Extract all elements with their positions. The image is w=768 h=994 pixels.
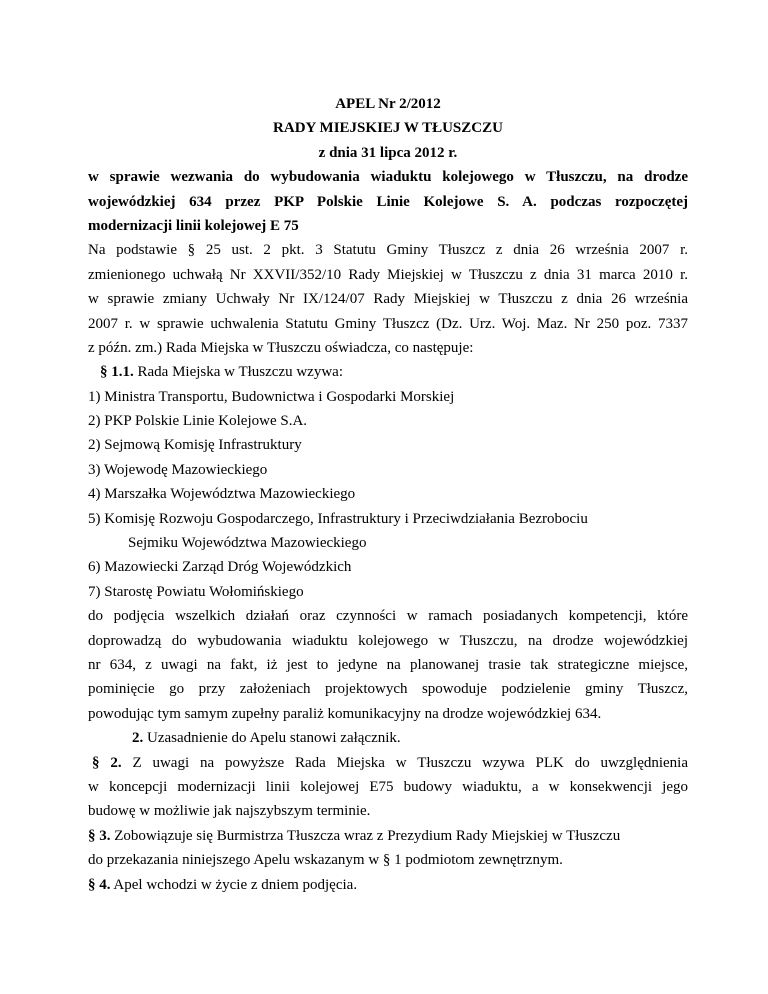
list-item: 4) Marszałka Województwa Mazowieckiego [88,486,356,503]
section-1-label: § 1.1. [100,364,134,381]
section-4-text: Apel wchodzi w życie z dniem podjęcia. [110,876,358,893]
point-2-text: Uzasadnienie do Apelu stanowi załącznik. [143,730,401,747]
body-line-4: pominięcie go przy założeniach projektowych spowoduje podzielenie gminy Tłuszcz, [88,681,688,698]
section-4-label: § 4. [88,876,111,893]
section-2-line-1 [88,751,688,775]
section-3-line-1 [88,824,688,848]
list-item: 5) Komisję Rozwoju Gospodarczego, Infrastruktury i Przeciwdziałania Bezrobociu [88,510,588,527]
list-item: 2) Sejmową Komisję Infrastruktury [88,437,302,454]
list-item: 2) PKP Polskie Linie Kolejowe S.A. [88,413,308,430]
preamble-line-4: 2007 r. w sprawie uchwalenia Statutu Gminy Tłuszcz (Dz. Urz. Woj. Maz. Nr 250 poz. 7337 [88,315,688,332]
section-1-text: Rada Miejska w Tłuszczu wzywa: [133,364,343,381]
body-line-5: powodując tym samym zupełny paraliż komunikacyjny na drodze wojewódzkiej 634. [88,705,602,722]
section-3-label: § 3. [88,827,111,844]
list-item: 6) Mazowiecki Zarząd Dróg Wojewódzkich [88,559,352,576]
section-3-text: Zobowiązuje się Burmistrza Tłuszcza wraz z Prezydium Rady Miejskiej w Tłuszczu [110,827,621,844]
body-line-1: do podjęcia wszelkich działań oraz czynności w ramach posiadanych kompetencji, które [88,608,688,625]
preamble-line-3: w sprawie zmiany Uchwały Nr IX/124/07 Rady Miejskiej w Tłuszczu z dnia 26 września [88,291,688,308]
preamble-line-5: z późn. zm.) Rada Miejska w Tłuszczu oświadcza, co następuje: [88,339,474,356]
section-2-label: § 2. [92,754,122,771]
apel-date: z dnia 31 lipca 2012 r. [318,144,458,161]
apel-number: APEL Nr 2/2012 [335,96,441,112]
preamble-line-1: Na podstawie § 25 ust. 2 pkt. 3 Statutu Gminy Tłuszcz z dnia 26 września 2007 r. [88,242,688,259]
preamble-line-2: zmienionego uchwałą Nr XXVII/352/10 Rady Miejskiej w Tłuszczu z dnia 31 marca 2010 r. [88,266,688,283]
point-2-label: 2. [132,730,144,747]
body-line-3: nr 634, z uwagi na fakt, iż jest to jedyne na planowanej trasie tak strategiczne miejsce, [88,656,688,673]
section-3-line-2: do przekazania niniejszego Apelu wskazanym w § 1 podmiotom zewnętrznym. [88,852,563,869]
section-2-line-3: budowę w możliwie jak najszybszym terminie. [88,803,371,820]
list-item: 7) Starostę Powiatu Wołomińskiego [88,583,304,600]
section-2-line-2: w koncepcji modernizacji linii kolejowej E75 budowy wiaduktu, a w konsekwencji jego [88,778,688,795]
list-item: 3) Wojewodę Mazowieckiego [88,461,268,478]
subject-line-3: modernizacji linii kolejowej E 75 [88,217,299,234]
point-2 [88,726,688,750]
subject-line-2: wojewódzkiej 634 przez PKP Polskie Linie Kolejowe S. A. podczas rozpoczętej [88,193,688,210]
section-2-text: Z uwagi na powyższe Rada Miejska w Tłuszczu wzywa PLK do uwzględnienia [121,754,689,771]
council-name: RADY MIEJSKIEJ W TŁUSZCZU [273,120,503,137]
body-line-2: doprowadzą do wybudowania wiaduktu kolejowego w Tłuszczu, na drodze wojewódzkiej [88,632,688,649]
subject-line-1: w sprawie wezwania do wybudowania wiaduktu kolejowego w Tłuszczu, na drodze [88,169,688,186]
list-item-continuation: Sejmiku Województwa Mazowieckiego [128,535,367,552]
document-page [88,92,688,897]
list-item: 1) Ministra Transportu, Budownictwa i Gospodarki Morskiej [88,388,455,405]
section-4 [88,873,688,897]
section-1-heading [88,360,688,384]
